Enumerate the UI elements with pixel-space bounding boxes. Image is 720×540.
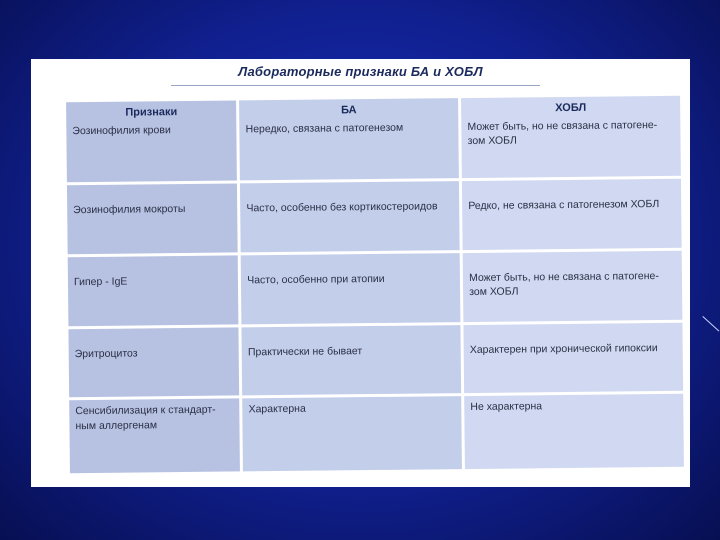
cell-value: Практически не бывает	[247, 344, 363, 359]
table-cell	[242, 325, 462, 396]
table-row	[69, 394, 684, 473]
table-cell	[240, 181, 460, 252]
column-header-ba: БА	[341, 104, 357, 117]
table-cell	[242, 397, 462, 472]
table-cell	[241, 253, 461, 324]
cell-value: Часто, особенно при атопии	[247, 273, 385, 287]
table-cell	[68, 327, 239, 398]
row-label: Эозинофилия крови	[72, 123, 171, 138]
cell-value: Может быть, но не связана с патогене-зом ХОБЛ	[468, 270, 659, 299]
comparison-table	[63, 93, 687, 476]
slide-panel	[31, 59, 690, 487]
row-label: Сенсибилизация к стандарт-ным аллергенам	[75, 404, 216, 432]
table-cell	[463, 251, 683, 322]
table-cell	[461, 96, 681, 178]
cell-value: Характерен при хронической гипоксии	[469, 341, 658, 356]
table-cell	[68, 255, 239, 326]
table-row	[68, 322, 683, 397]
row-label: Эозинофилия мокроты	[73, 203, 186, 217]
table-cell	[239, 98, 459, 180]
column-header-copd: ХОБЛ	[555, 101, 587, 115]
row-label: Эритроцитоз	[74, 347, 138, 360]
cell-value: Редко, не связана с патогенезом ХОБЛ	[468, 198, 660, 213]
table-cell	[462, 179, 682, 250]
cell-value: Нередко, связана с патогенезом	[245, 121, 404, 136]
cell-value: Может быть, но не связана с патогене-зом ХОБЛ	[467, 118, 658, 148]
table-row	[68, 251, 683, 326]
table-cell	[69, 399, 240, 473]
decorative-line	[702, 316, 719, 331]
table-row	[67, 179, 682, 254]
cell-value: Характерна	[248, 403, 306, 416]
row-label: Гипер - IgE	[73, 275, 128, 289]
table-row	[66, 96, 681, 183]
slide-title-text: Лабораторные признаки БА и ХОБЛ	[238, 64, 483, 79]
cell-value: Не характерна	[470, 400, 543, 414]
cell-value: Часто, особенно без кортикостероидов	[246, 200, 438, 215]
column-header-features: Признаки	[125, 106, 178, 119]
comparison-table-wrap	[63, 93, 687, 476]
slide-title	[31, 64, 690, 79]
table-cell	[66, 100, 237, 182]
title-underline	[171, 85, 540, 86]
table-cell	[464, 322, 684, 393]
table-cell	[67, 184, 238, 255]
table-cell	[464, 394, 684, 469]
